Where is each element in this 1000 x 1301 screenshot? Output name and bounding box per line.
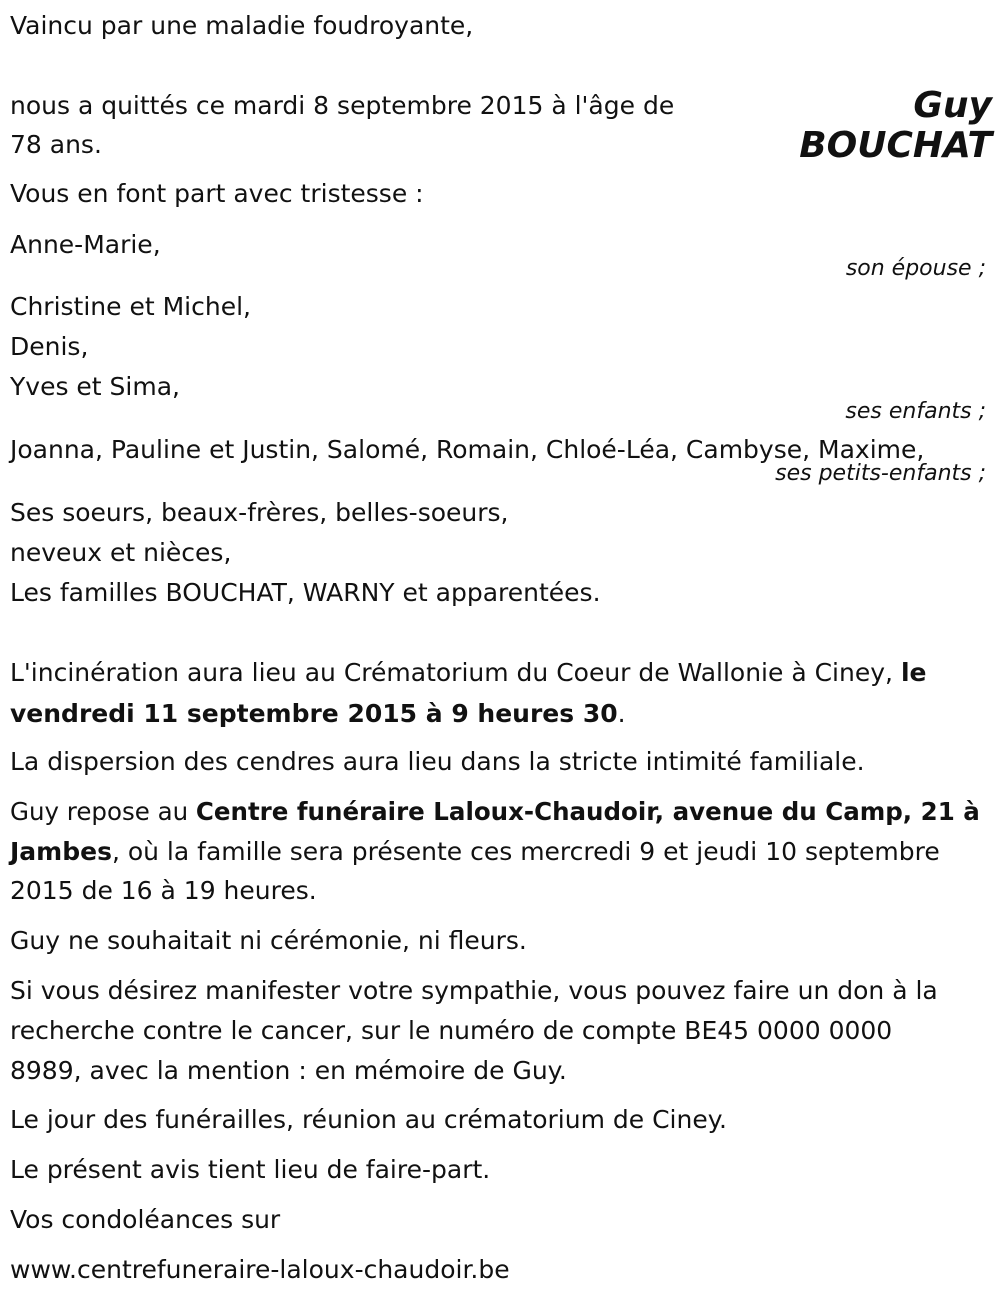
grandchildren-relation: ses petits-enfants ; [775, 461, 986, 486]
rest-line-2 [10, 836, 940, 868]
intro-text: Vaincu par une maladie foudroyante, [10, 11, 474, 40]
rest-pre: Guy repose au [10, 797, 189, 826]
other-family-line-2: neveux et nièces, [10, 538, 232, 567]
other-family-line-1: Ses soeurs, beaux-frères, belles-soeurs, [10, 498, 509, 527]
spouse-relation: son épouse ; [845, 256, 986, 281]
child-line-2: Denis, [10, 332, 89, 361]
cremation-end: . [617, 699, 626, 728]
children-relation: ses enfants ; [845, 399, 986, 424]
spouse-name: Anne-Marie, [10, 230, 161, 259]
deceased-last-name: BOUCHAT [799, 125, 992, 166]
other-family-line-3: Les familles BOUCHAT, WARNY et apparentées. [10, 578, 601, 607]
notice-text: Le présent avis tient lieu de faire-part. [10, 1155, 491, 1184]
funeral-center-city: Jambes [10, 837, 112, 866]
child-line-1: Christine et Michel, [10, 292, 251, 321]
cremation-date-start: le [900, 658, 927, 687]
cremation-text: L'incinération aura lieu au Crématorium du Coeur de Wallonie à Ciney, [10, 658, 893, 687]
grandchildren-names: Joanna, Pauline et Justin, Salomé, Romain, Chloé-Léa, Cambyse, Maxime, [10, 435, 925, 464]
wish-text: Guy ne souhaitait ni cérémonie, ni fleurs. [10, 926, 527, 955]
cremation-line-1 [10, 657, 926, 689]
rest-line-1 [10, 796, 980, 828]
funeral-center-address: Centre funéraire Laloux-Chaudoir, avenue du Camp, 21 à [195, 797, 980, 826]
donation-line-1: Si vous désirez manifester votre sympathie, vous pouvez faire un don à la [10, 976, 938, 1005]
website-link[interactable]: www.centrefuneraire-laloux-chaudoir.be [10, 1255, 510, 1284]
donation-line-2: recherche contre le cancer, sur le numéro de compte BE45 0000 0000 [10, 1016, 893, 1045]
death-line-1: nous a quittés ce mardi 8 septembre 2015 à l'âge de [10, 91, 675, 120]
rest-post: , où la famille sera présente ces mercredi 9 et jeudi 10 septembre [111, 837, 940, 866]
cremation-date: vendredi 11 septembre 2015 à 9 heures 30 [10, 699, 618, 728]
deceased-first-name: Guy [913, 85, 992, 126]
announce-text: Vous en font part avec tristesse : [10, 179, 424, 208]
meeting-text: Le jour des funérailles, réunion au crématorium de Ciney. [10, 1105, 727, 1134]
dispersion-text: La dispersion des cendres aura lieu dans la stricte intimité familiale. [10, 747, 865, 776]
rest-line-3: 2015 de 16 à 19 heures. [10, 876, 317, 905]
cremation-line-2 [10, 698, 626, 730]
condolences-text: Vos condoléances sur [10, 1205, 281, 1234]
death-line-2: 78 ans. [10, 130, 102, 159]
child-line-3: Yves et Sima, [10, 372, 180, 401]
deceased-name [799, 86, 992, 166]
donation-line-3: 8989, avec la mention : en mémoire de Guy. [10, 1056, 567, 1085]
